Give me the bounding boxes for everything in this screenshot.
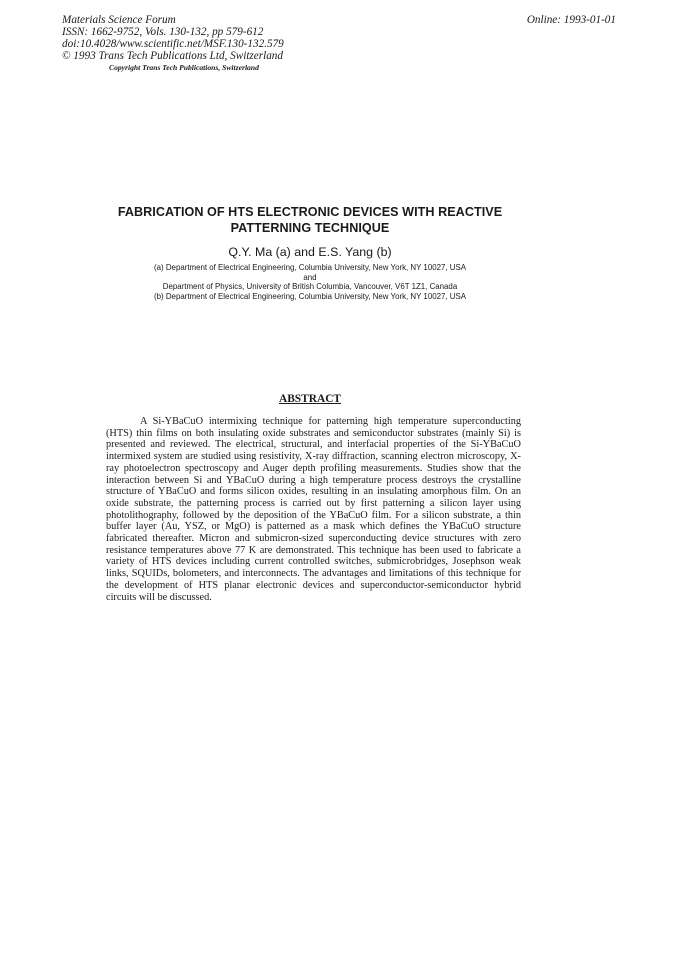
affiliation-and: and xyxy=(303,272,317,282)
copyright-stamp: Copyright Trans Tech Publications, Switzerland xyxy=(109,63,259,72)
affiliation-b: (b) Department of Electrical Engineering, Columbia University, New York, NY 10027, USA xyxy=(154,291,466,301)
authors: Q.Y. Ma (a) and E.S. Yang (b) xyxy=(228,245,392,259)
title-line-2: PATTERNING TECHNIQUE xyxy=(230,221,390,235)
affiliation-ubc: Department of Physics, University of British Columbia, Vancouver, V6T 1Z1, Canada xyxy=(162,282,458,292)
abstract-heading: ABSTRACT xyxy=(278,393,342,405)
publisher-line: © 1993 Trans Tech Publications Ltd, Switzerland xyxy=(62,50,283,62)
affiliation-a: (a) Department of Electrical Engineering, Columbia University, New York, NY 10027, USA xyxy=(154,263,466,272)
affiliations xyxy=(100,263,520,301)
issn-line: ISSN: 1662-9752, Vols. 130-132, pp 579-612 xyxy=(62,26,264,38)
title-line-1: FABRICATION OF HTS ELECTRONIC DEVICES WITH REACTIVE xyxy=(117,205,503,219)
paper-title xyxy=(100,204,520,236)
journal-header xyxy=(62,14,284,73)
abstract-text: A Si-YBaCuO intermixing technique for patterning high temperature superconducting (HTS) thin films on both insulating oxide substrates and semiconductor substrates (mainly Si) is presented and reviewed. The electrical, structural, and interfacial properties of the Si-YBaCuO intermixed system are studied using resistivity, X-ray diffraction, scanning electron microscopy, X-ray photoelectron spectroscopy and Auger depth profiling measurements. Studies show that the interaction between Si and YBaCuO during a high temperature process destroys the crystalline structure of YBaCuO and forms silicon oxides, resulting in an insulating amorphous film. On an oxide substrate, the patterning process is carried out by first patterning a silicon layer using photolithography, followed by the deposition of the YBaCuO film. For a silicon substrate, a thin buffer layer (Au, YSZ, or MgO) is patterned as a mask which defines the YBaCuO structure fabricated thereafter. Micron and submicron-sized superconducting device structures with zero resistance temperatures above 77 K are demonstrated. This technique has been used to fabricate a variety of HTS devices including current controlled switches, submicrobridges, Josephson weak links, SQUIDs, bolometers, and interconnects. The advantages and limitations of this technique for the development of HTS planar electronic devices and superconductor-semiconductor hybrid circuits will be discussed. xyxy=(106,416,521,603)
journal-name: Materials Science Forum xyxy=(62,14,176,26)
doi-line: doi:10.4028/www.scientific.net/MSF.130-132.579 xyxy=(62,38,284,50)
online-date: Online: 1993-01-01 xyxy=(526,14,616,26)
